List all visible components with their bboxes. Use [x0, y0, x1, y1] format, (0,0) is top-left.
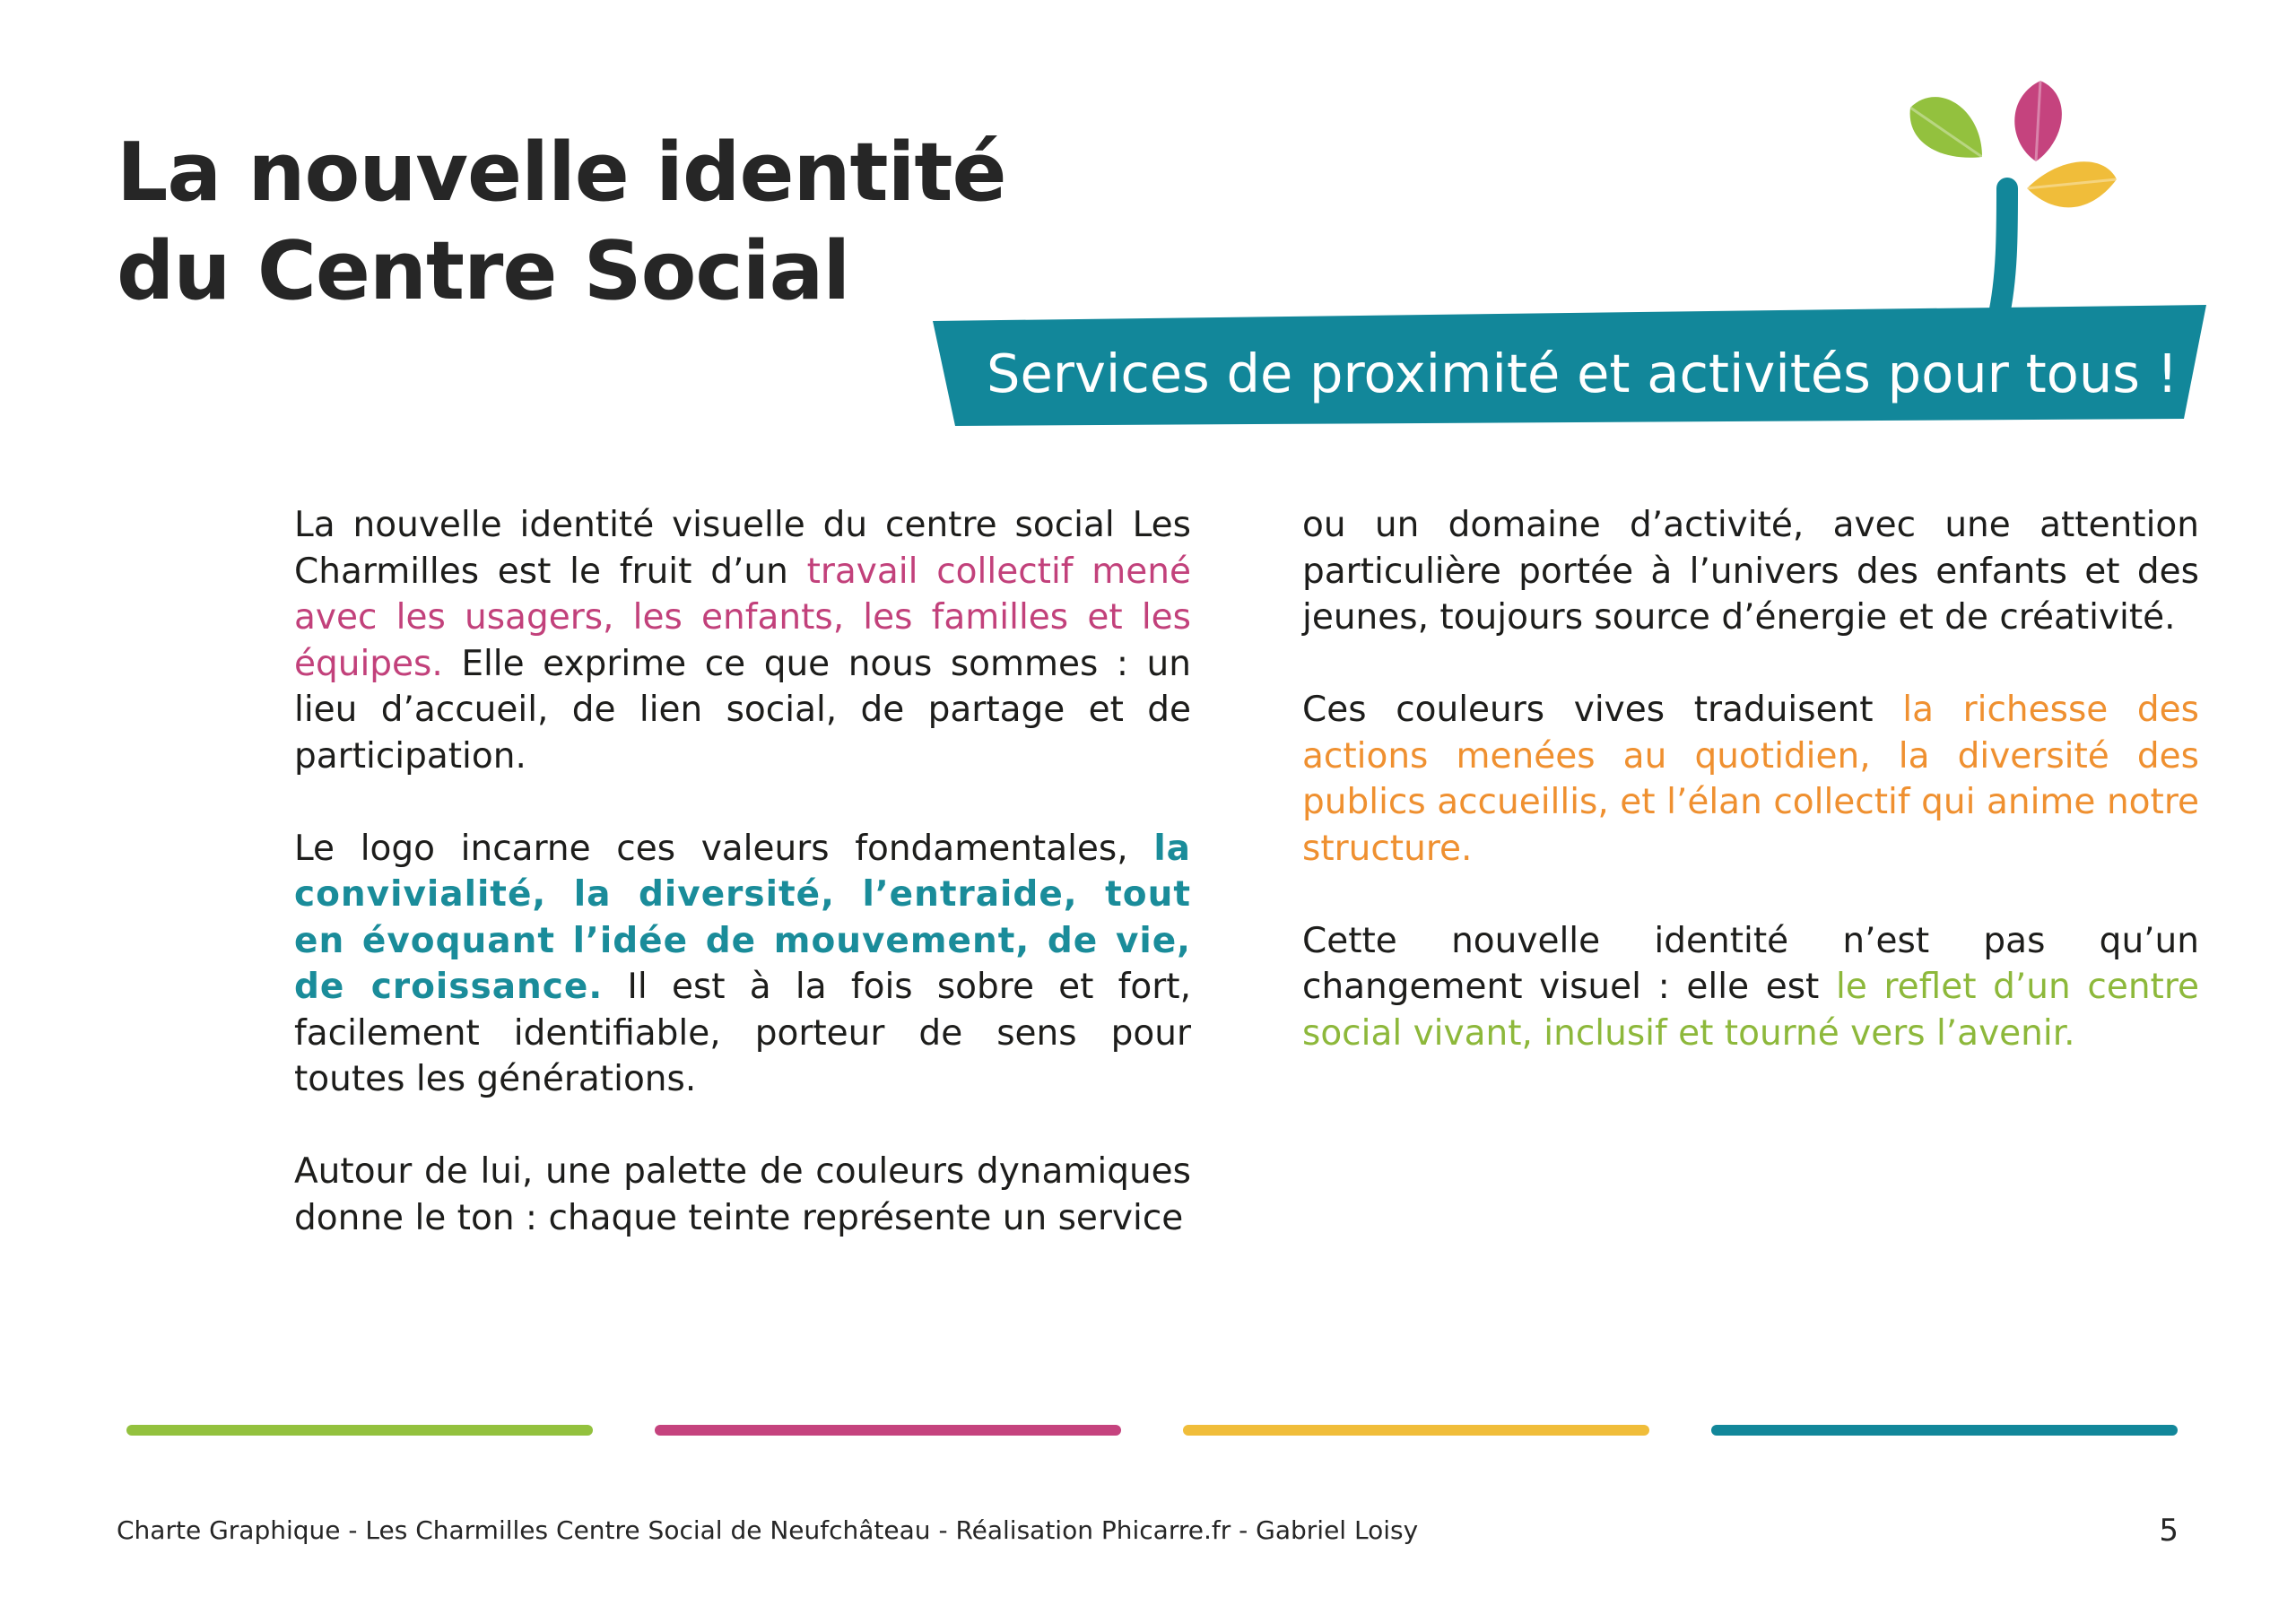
divider-teal — [1711, 1425, 2178, 1436]
paragraph-2 — [294, 826, 1191, 1103]
paragraph-4-text: Ces couleurs vives traduisent — [1302, 690, 1903, 730]
paragraph-4-highlight: la richesse des actions menées au quotidien, la diversité des publics accueillis, et l’élan collectif qui anime notre structure. — [1302, 690, 2199, 869]
paragraph-3-continued-text: ou un domaine d’activité, avec une attention particulière portée à l’univers des enfants et des jeunes, toujours source d’énergie et de créativité. — [1302, 505, 2199, 638]
paragraph-3 — [294, 1149, 1191, 1241]
paragraph-4 — [1302, 687, 2199, 872]
paragraph-2-text-b: Il est à la fois sobre et fort, facilement identifiable, porteur de sens pour toutes les générations. — [294, 967, 1192, 1099]
page-number: 5 — [2159, 1513, 2179, 1549]
sprout-logo-icon — [1892, 72, 2144, 323]
paragraph-5-highlight: le reflet d’un centre social vivant, inclusif et tourné vers l’avenir. — [1302, 967, 2200, 1054]
paragraph-2-highlight: la convivialité, la diversité, l’entraide, tout en évoquant l’idée de mouvement, de vie, de croissance. — [294, 828, 1191, 1007]
divider-yellow — [1183, 1425, 1649, 1436]
paragraph-1-text-b: Elle exprime ce que nous sommes : un lieu d’accueil, de lien social, de partage et de participation. — [294, 643, 1191, 777]
paragraph-1-highlight: travail collectif mené avec les usagers, les enfants, les familles et les équipes. — [294, 551, 1191, 684]
divider-green — [126, 1425, 593, 1436]
text-column-left — [294, 502, 1191, 1288]
paragraph-3-continued — [1302, 502, 2199, 641]
footer-credit: Charte Graphique - Les Charmilles Centre Social de Neufchâteau - Réalisation Phicarre.fr - Gabriel Loisy — [117, 1515, 1419, 1545]
banner-text: Services de proximité et activités pour tous ! — [987, 343, 2179, 404]
page-title-line-2: du Centre Social — [117, 224, 850, 318]
page-title-line-1: La nouvelle identité — [117, 126, 1006, 220]
divider-pink — [655, 1425, 1121, 1436]
paragraph-1 — [294, 502, 1191, 779]
paragraph-5-text: Cette nouvelle identité n’est pas qu’un changement visuel : elle est — [1302, 920, 2199, 1007]
text-column-right — [1302, 502, 2199, 1103]
paragraph-5 — [1302, 918, 2199, 1057]
paragraph-2-text-a: Le logo incarne ces valeurs fondamentales, — [294, 828, 1154, 869]
paragraph-3-text: Autour de lui, une palette de couleurs dynamiques donne le ton : chaque teinte représente un service — [294, 1151, 1191, 1238]
page-title — [117, 124, 1006, 321]
paragraph-1-text-a: La nouvelle identité visuelle du centre social Les Charmilles est le fruit d’un — [294, 505, 1191, 592]
